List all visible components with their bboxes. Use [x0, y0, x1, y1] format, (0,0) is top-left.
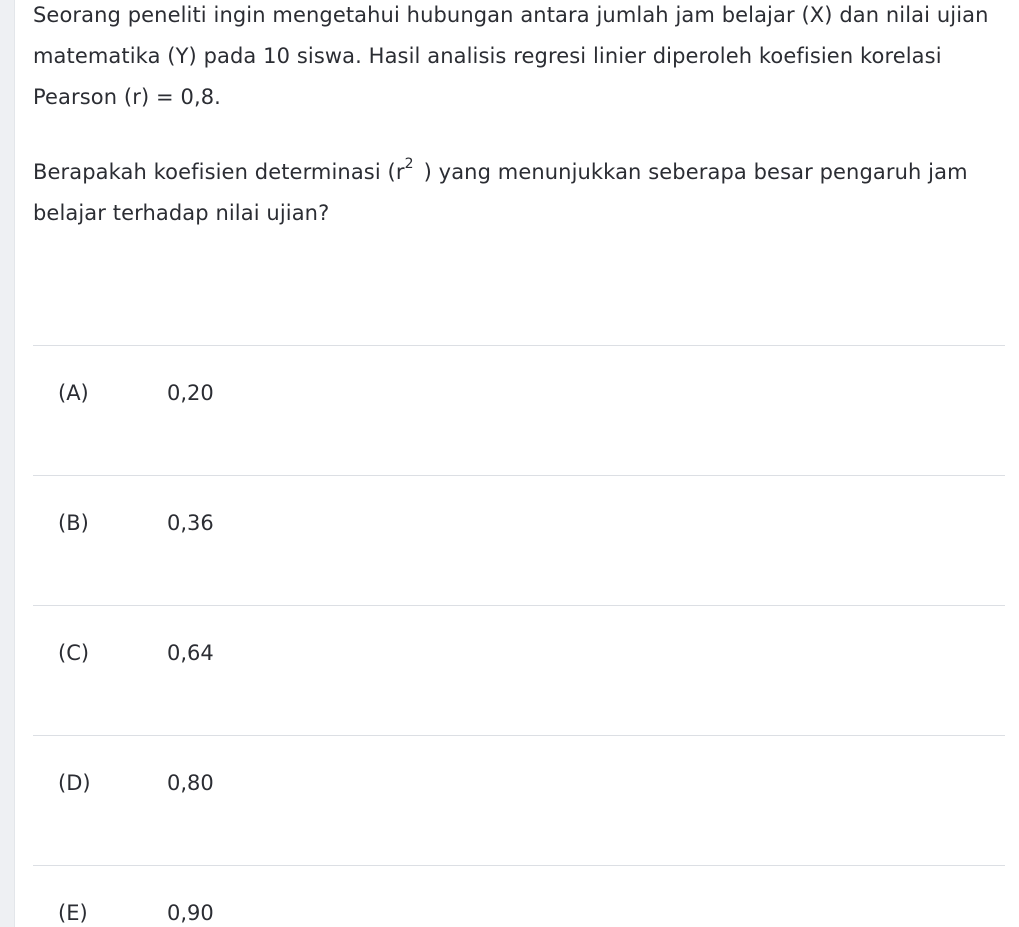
question-text: Seorang peneliti ingin mengetahui hubungan antara jumlah jam belajar (X) dan nilai ujian matematika (Y) pada 10 siswa. Hasil analisis regresi linier diperoleh koefisien korelasi Pearson (r) = 0,8.	[33, 3, 989, 109]
option-e[interactable]	[33, 865, 1005, 927]
option-value: 0,20	[167, 381, 214, 405]
question-prompt-end: ) yang menunjukkan seberapa besar pengaruh jam belajar terhadap nilai ujian?	[33, 160, 968, 225]
option-label: (C)	[58, 641, 90, 665]
option-c[interactable]	[33, 605, 1005, 735]
option-b[interactable]	[33, 475, 1005, 605]
question-prompt	[33, 152, 1005, 234]
option-label: (E)	[58, 901, 88, 925]
option-label: (A)	[58, 381, 89, 405]
answer-options	[33, 345, 1005, 927]
option-d[interactable]	[33, 735, 1005, 865]
option-a[interactable]	[33, 345, 1005, 475]
question-prompt-start: Berapakah koefisien determinasi (r	[33, 160, 405, 184]
left-rail	[0, 0, 15, 927]
exponent: 2	[404, 156, 414, 172]
option-label: (D)	[58, 771, 91, 795]
option-value: 0,90	[167, 901, 214, 925]
option-value: 0,36	[167, 511, 214, 535]
option-value: 0,80	[167, 771, 214, 795]
option-value: 0,64	[167, 641, 214, 665]
option-label: (B)	[58, 511, 89, 535]
